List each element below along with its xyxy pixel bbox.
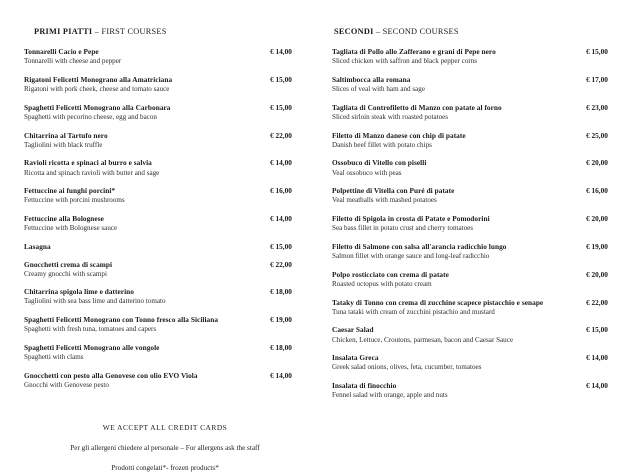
menu-item-description: Veal ossobuco with peas <box>332 168 402 177</box>
menu-item-price: € 22,00 <box>270 130 292 140</box>
menu-item-price: € 20,00 <box>586 158 608 168</box>
menu-item <box>332 47 630 66</box>
menu-item-name: Chitarrina spigola lime e datterino <box>24 287 134 297</box>
menu-item-price: € 15,00 <box>270 102 292 112</box>
menu-item-name: Caesar Salad <box>332 325 374 335</box>
menu-item-description: Tagliolini with black truffle <box>24 140 103 149</box>
menu-item <box>24 131 314 150</box>
menu-item-price: € 14,00 <box>270 214 292 224</box>
menu-item-name: Gnocchetti con pesto alla Genovese con olio EVO Viola <box>24 370 198 380</box>
menu-item <box>24 371 314 390</box>
menu-item-price: € 15,00 <box>586 47 608 57</box>
menu-item-description: Creamy gnocchi with scampi <box>24 269 107 278</box>
menu-item-name: Filetto di Spigola in crosta di Patate e Pomodorini <box>332 214 490 224</box>
menu-item-row <box>332 47 630 56</box>
menu-item-name: Polpettine di Vitella con Puré di patate <box>332 186 455 196</box>
menu-item-name: Insalata di finocchio <box>332 381 397 391</box>
menu-item-price: € 14,00 <box>586 381 608 391</box>
menu-item-price: € 17,00 <box>586 74 608 84</box>
menu-item-description: Salmon fillet with orange sauce and long-leaf radicchio <box>332 252 490 261</box>
menu-item-description: Sliced sirloin steak with roasted potatoes <box>332 112 449 121</box>
menu-item-row <box>24 47 314 56</box>
section-heading-separator: – <box>92 27 102 36</box>
menu-item-description: Tagliolini with sea bass lime and datterino tomato <box>24 297 166 306</box>
menu-item-price: € 18,00 <box>270 343 292 353</box>
menu-item <box>332 75 630 94</box>
menu-item <box>332 214 630 233</box>
menu-item-description: Rigatoni with pork cheek, cheese and tomato sauce <box>24 85 170 94</box>
menu-item-description: Tonnarelli with cheese and pepper <box>24 57 122 66</box>
menu-item-price: € 14,00 <box>270 47 292 57</box>
section-heading-primi-piatti <box>24 27 314 36</box>
menu-item-description: Greek salad onions, olives, feta, cucumber, tomatoes <box>332 363 482 372</box>
menu-item-row <box>332 186 630 195</box>
menu-item-description: Sea bass fillet in potato crust and cherry tomatoes <box>332 224 474 233</box>
menu-item-name: Fettuccine ai funghi porcini* <box>24 186 116 196</box>
menu-item-row <box>332 158 630 167</box>
menu-item-row <box>332 75 630 84</box>
menu-item-name: Tagliata di Pollo allo Zafferano e grani di Pepe nero <box>332 47 496 57</box>
menu-item-row <box>24 315 314 324</box>
menu-item-description: Tuna tataki with cream of zucchini pistachio and mustard <box>332 307 495 316</box>
menu-item <box>332 298 630 317</box>
menu-item <box>24 315 314 334</box>
menu-item-price: € 15,00 <box>586 325 608 335</box>
menu-column-first-courses <box>0 27 320 409</box>
menu-item-name: Tonnarelli Cacio e Pepe <box>24 47 99 57</box>
note-allergens: Per gli allergeni chiedere al personale – For allergens ask the staff <box>70 443 260 452</box>
menu-item-description: Sliced chicken with saffron and black pepper corns <box>332 57 478 66</box>
section-heading-english: FIRST COURSES <box>101 27 167 36</box>
section-heading-secondi <box>332 27 630 36</box>
menu-item-description: Ricotta and spinach ravioli with butter and sage <box>24 168 160 177</box>
menu-item-row <box>332 270 630 279</box>
menu-item-price: € 18,00 <box>270 287 292 297</box>
menu-item-price: € 16,00 <box>586 186 608 196</box>
menu-item-name: Lasagna <box>24 241 51 251</box>
menu-item-description: Spaghetti with clams <box>24 353 84 362</box>
menu-item-row <box>24 186 314 195</box>
menu-item-price: € 22,00 <box>586 297 608 307</box>
section-heading-separator: – <box>373 27 383 36</box>
menu-item-name: Tataky di Tonno con crema di zucchine scapece pistacchio e senape <box>332 297 544 307</box>
menu-item <box>24 214 314 233</box>
menu-item <box>332 103 630 122</box>
menu-item-price: € 15,00 <box>270 241 292 251</box>
menu-column-second-courses <box>320 27 640 409</box>
menu-item-row <box>332 131 630 140</box>
menu-item-description: Veal meatballs with mashed potatoes <box>332 196 437 205</box>
menu-item-row <box>24 214 314 223</box>
menu-item-name: Spaghetti Felicetti Monograno alle vongole <box>24 343 160 353</box>
menu-item-row <box>332 298 630 307</box>
menu-item-row <box>332 381 630 390</box>
menu-item-price: € 19,00 <box>270 315 292 325</box>
section-heading-english: SECOND COURSES <box>382 27 459 36</box>
menu-item-price: € 14,00 <box>270 158 292 168</box>
menu-item-description: Fennel salad with orange, apple and nuts <box>332 391 448 400</box>
menu-item-price: € 16,00 <box>270 186 292 196</box>
menu-item-description: Fettuccine with Bolognese sauce <box>24 224 118 233</box>
menu-item-name: Fettuccine alla Bolognese <box>24 214 104 224</box>
menu-item-price: € 25,00 <box>586 130 608 140</box>
menu-item <box>24 158 314 177</box>
menu-item <box>332 158 630 177</box>
menu-item-row <box>24 287 314 296</box>
menu-item-price: € 14,00 <box>586 353 608 363</box>
menu-item <box>24 103 314 122</box>
menu-item-description: Fettuccine with porcini mushrooms <box>24 196 125 205</box>
menu-item-name: Polpo rosticciato con crema di patate <box>332 269 449 279</box>
menu-item-name: Filetto di Manzo danese con chip di patate <box>332 130 466 140</box>
menu-item <box>332 186 630 205</box>
menu-item-name: Ossobuco di Vitello con piselli <box>332 158 427 168</box>
menu-item-row <box>24 371 314 380</box>
menu-item-row <box>24 75 314 84</box>
menu-item <box>332 242 630 261</box>
menu-item-name: Ravioli ricotta e spinaci al burro e salvia <box>24 158 152 168</box>
menu-item <box>332 325 630 344</box>
menu-item <box>332 381 630 400</box>
menu-item <box>24 186 314 205</box>
menu-item <box>24 287 314 306</box>
menu-item <box>332 353 630 372</box>
menu-item-description: Danish beef fillet with potato chips <box>332 140 432 149</box>
menu-item-row <box>24 131 314 140</box>
menu-item-name: Chitarrina al Tartufo nero <box>24 130 108 140</box>
menu-footer-notes <box>0 423 330 472</box>
menu-item-name: Insalata Greca <box>332 353 379 363</box>
menu-item-description: Gnocchi with Genovese pesto <box>24 380 109 389</box>
menu-item-name: Gnocchetti crema di scampi <box>24 259 113 269</box>
menu-item-name: Spaghetti Felicetti Monograno alla Carbonara <box>24 102 171 112</box>
menu-item-price: € 20,00 <box>586 214 608 224</box>
menu-item-name: Rigatoni Felicetti Monograno alla Amatriciana <box>24 74 173 84</box>
menu-item-price: € 19,00 <box>586 241 608 251</box>
menu-item-name: Filetto di Salmone con salsa all'arancia radicchio lungo <box>332 241 507 251</box>
menu-item-name: Spaghetti Felicetti Monograno con Tonno fresco alla Siciliana <box>24 315 219 325</box>
menu-item-row <box>24 260 314 269</box>
menu-item <box>24 47 314 66</box>
menu-item-row <box>24 343 314 352</box>
menu-item-description: Chicken, Lettuce, Croutons, parmesan, bacon and Caesar Sauce <box>332 335 514 344</box>
menu-item-price: € 15,00 <box>270 74 292 84</box>
menu-item <box>24 343 314 362</box>
menu-item-row <box>24 103 314 112</box>
menu-item-row <box>24 158 314 167</box>
section-heading-italian: SECONDI <box>334 27 374 36</box>
section-heading-italian: PRIMI PIATTI <box>34 27 93 36</box>
menu-item-row <box>332 353 630 362</box>
menu-item-row <box>332 325 630 334</box>
menu-item-row <box>332 103 630 112</box>
menu-item <box>332 270 630 289</box>
menu-item-description: Spaghetti with fresh tuna, tomatoes and capers <box>24 325 157 334</box>
menu-item <box>24 260 314 279</box>
menu-item-price: € 14,00 <box>270 370 292 380</box>
menu-item-row <box>24 242 314 251</box>
menu-item-description: Slices of veal with ham and sage <box>332 85 425 94</box>
menu-item <box>24 75 314 94</box>
menu-item-name: Saltimbocca alla romana <box>332 74 411 84</box>
note-credit-cards: WE ACCEPT ALL CREDIT CARDS <box>102 422 228 432</box>
menu-item-price: € 22,00 <box>270 259 292 269</box>
menu-item-description: Roasted octopus with potato cream <box>332 279 432 288</box>
menu-item-row <box>332 242 630 251</box>
menu-item-row <box>332 214 630 223</box>
menu-item <box>24 242 314 251</box>
menu-item-description: Spaghetti with pecorino cheese, egg and bacon <box>24 112 157 121</box>
menu-item <box>332 131 630 150</box>
menu-item-price: € 23,00 <box>586 102 608 112</box>
note-frozen-products: Prodotti congelati*- frozen products* <box>111 463 219 472</box>
menu-item-name: Tagliata di Controfiletto di Manzo con patate al forno <box>332 102 502 112</box>
menu-item-price: € 20,00 <box>586 269 608 279</box>
